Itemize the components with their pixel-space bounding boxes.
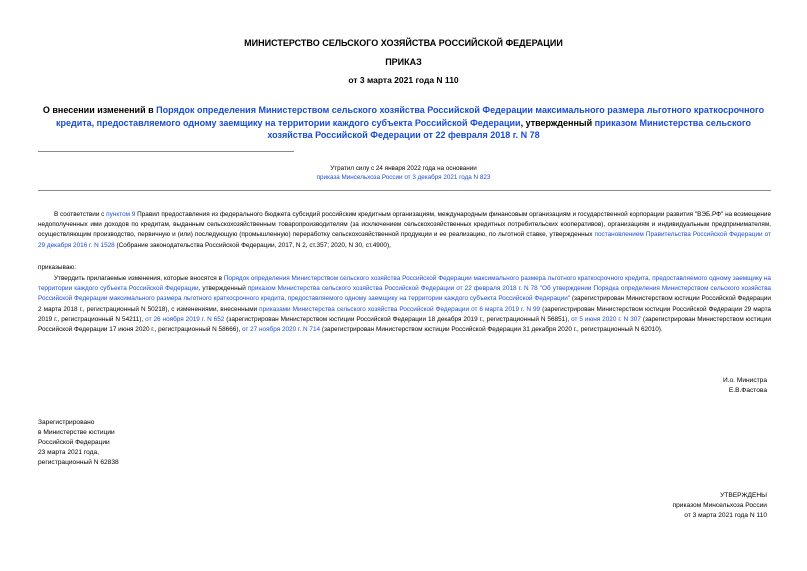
p1-link-point-9[interactable]: пунктом 9 <box>106 211 136 218</box>
p1-text-1: В соответствии с <box>54 211 107 218</box>
approved-line: от 3 марта 2021 года N 110 <box>684 512 767 519</box>
p2-link-order-307[interactable]: от 5 июня 2020 г. N 307 <box>571 315 641 323</box>
signer-name: Е.В.Фастова <box>728 387 767 394</box>
p2-link-order-78[interactable]: приказом Министерства сельского хозяйства Российской Федерации от 22 февраля 2018 г. N 78 "Об утверждении Порядка определения Министерством сельского хозяйства Российской Федерации максимального размера льготного краткосрочного кредита, предоставляемого одному заемщику на территории каждого субъекта Российской Федерации" <box>38 285 771 303</box>
order-word: приказываю: <box>38 264 76 271</box>
signature-block <box>723 376 767 396</box>
p2-text-2: , утвержденный <box>198 285 248 293</box>
doc-date-number: от 3 марта 2021 года N 110 <box>348 75 459 85</box>
p2-text-6: (зарегистрирован Министерством юстиции Российской Федерации 17 июня 2020 г., регистрационный N 58666), <box>38 315 771 334</box>
p2-link-procedure[interactable]: Порядок определения Министерством сельского хозяйства Российской Федерации максимального размера льготного краткосрочного кредита, предоставляемого одному заемщику на территории каждого субъекта Российской Федерации <box>38 275 771 293</box>
status-note <box>0 164 807 183</box>
status-link-order-823[interactable]: приказа Минсельхоза России от 3 декабря 2021 года N 823 <box>316 174 491 182</box>
doc-type-heading: ПРИКАЗ <box>385 57 422 67</box>
title-text-mid: , утвержденный <box>520 117 595 128</box>
preamble-paragraph <box>38 210 771 251</box>
short-divider <box>38 151 294 152</box>
p1-link-resolution-1528[interactable]: постановлением Правительства Российской Федерации от 29 декабря 2016 г. N 1528 <box>38 231 771 249</box>
long-divider <box>38 190 771 191</box>
p1-text-3: (Собрание законодательства Российской Федерации, 2017, N 2, ст.357; 2020, N 30, ст.4900), <box>114 241 391 249</box>
title-link-order-78[interactable]: приказом Министерства сельского хозяйства Российской Федерации от 22 февраля 2018 г. N 78 <box>267 117 752 140</box>
registration-line: 23 марта 2021 года, <box>38 449 99 456</box>
p2-text-3: (зарегистрирован Министерством юстиции Российской Федерации 2 марта 2018 г., регистрационный N 50218), с изменениями, внесенными <box>38 295 771 313</box>
approved-block <box>673 491 767 521</box>
p2-text-7: (зарегистрирован Министерством юстиции Российской Федерации 31 декабря 2020 г., регистрационный N 62010). <box>320 326 663 334</box>
registration-line: в Министерстве юстиции <box>38 429 115 436</box>
approved-line: УТВЕРЖДЕНЫ <box>720 492 767 499</box>
p2-text-4: (зарегистрирован Министерством юстиции Российской Федерации 29 марта 2019 г., регистрационный N 54211), <box>38 305 771 323</box>
p2-link-order-714[interactable]: от 27 ноября 2020 г. N 714 <box>242 326 321 334</box>
title-link-procedure[interactable]: Порядок определения Министерством сельского хозяйства Российской Федерации максимального размера льготного краткосрочного кредита, предоставляемого одному заемщику на территории каждого субъекта Российской Федерации <box>55 105 765 128</box>
registration-line: Российской Федерации <box>38 439 110 446</box>
approved-line: приказом Минсельхоза России <box>672 502 767 509</box>
status-line: Утратил силу с 24 января 2022 года на основании <box>330 165 477 172</box>
p1-text-2: Правил предоставления из федерального бюджета субсидий российским кредитным организациям, международным финансовым организациям и государственной корпорации развития "ВЭБ.РФ" на возмещение недополученных ими доходов по кредитам, выданным сельскохозяйственным товаропроизводителям (за исключением сельскохозяйственных кредитных потребительских кооперативов), организациям и индивидуальным предпринимателям, осуществляющим производство, первичную и (или) последующую (промышленную) переработку сельскохозяйственной продукции и ее реализацию, по льготной ставке, утвержденных <box>38 211 772 239</box>
main-paragraph <box>38 274 771 335</box>
p2-text-5: (зарегистрирован Министерством юстиции Российской Федерации 18 декабря 2019 г., регистрационный N 56851), <box>224 315 572 323</box>
doc-title <box>40 104 767 142</box>
title-text-pre: О внесении изменений в <box>42 105 157 115</box>
registration-line: Зарегистрировано <box>38 419 95 426</box>
ministry-heading: МИНИСТЕРСТВО СЕЛЬСКОГО ХОЗЯЙСТВА РОССИЙСКОЙ ФЕДЕРАЦИИ <box>244 38 563 48</box>
p2-link-order-99[interactable]: приказами Министерства сельского хозяйства Российской Федерации от 6 марта 2019 г. N 99 <box>259 305 541 313</box>
registration-block <box>38 418 119 468</box>
p2-link-order-652[interactable]: от 26 ноября 2019 г. N 652 <box>145 315 225 323</box>
registration-line: регистрационный N 62838 <box>38 459 119 466</box>
signer-position: И.о. Министра <box>722 377 767 384</box>
p2-text-1: Утвердить прилагаемые изменения, которые вносятся в <box>54 275 224 282</box>
